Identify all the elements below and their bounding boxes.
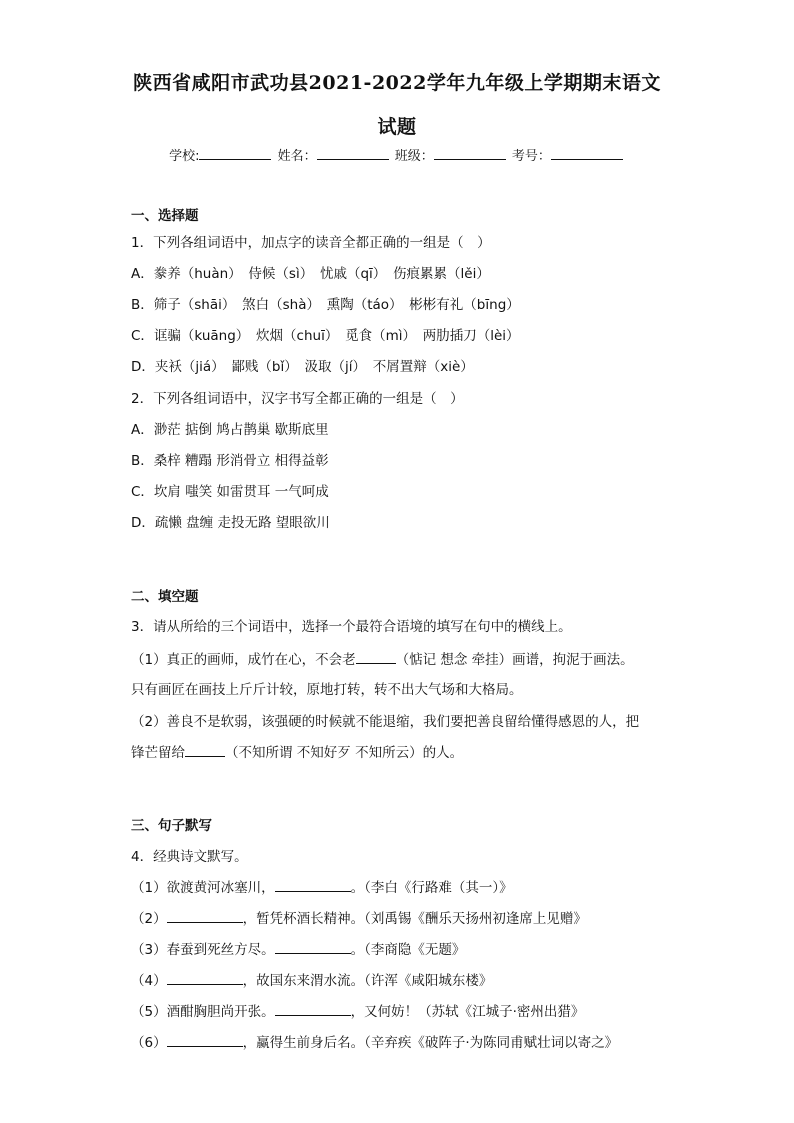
question-2-option-d: D．疏懒 盘缠 走投无路 望眼欲川	[131, 515, 330, 531]
school-blank[interactable]	[199, 147, 271, 160]
name-label: 姓名：	[277, 149, 317, 164]
dictation-3-after: 。（李商隐《无题》	[350, 942, 466, 958]
dictation-1-after: 。（李白《行路难（其一）》	[350, 880, 513, 896]
question-4-stem: 4．经典诗文默写。	[131, 849, 248, 865]
dictation-item	[131, 910, 587, 928]
dictation-2-after: ，暂凭杯酒长精神。（刘禹锡《酬乐天扬州初逢席上见赠》	[242, 911, 587, 927]
dictation-item	[131, 972, 492, 990]
section-heading-choice: 一、选择题	[131, 208, 199, 224]
dictation-3-before: （3）春蚕到死丝方尽。	[131, 942, 275, 958]
class-label: 班级：	[394, 149, 434, 164]
dictation-item	[131, 1034, 618, 1052]
dictation-1-before: （1）欲渡黄河冰塞川，	[131, 880, 275, 896]
dictation-4-before: （4）	[131, 973, 167, 989]
question-1-option-b: B．筛子（shāi） 煞白（shà） 熏陶（táo） 彬彬有礼（bīng）	[131, 297, 520, 313]
q3-p1-before: （1）真正的画师，成竹在心，不会老	[131, 652, 356, 668]
dictation-6-after: ，赢得生前身后名。（辛弃疾《破阵子·为陈同甫赋壮词以寄之》	[242, 1035, 619, 1051]
question-2-option-c: C．坎肩 嗤笑 如雷贯耳 一气呵成	[131, 484, 329, 500]
dictation-item	[131, 879, 513, 897]
question-1-stem: 1．下列各组词语中，加点字的读音全都正确的一组是（ ）	[131, 235, 491, 251]
dictation-item	[131, 1003, 584, 1021]
question-2-option-b: B．桑梓 糟蹋 形消骨立 相得益彰	[131, 453, 329, 469]
dictation-6-before: （6）	[131, 1035, 167, 1051]
dictation-4-after: ，故国东来渭水流。（许浑《咸阳城东楼》	[242, 973, 493, 989]
class-blank[interactable]	[434, 147, 506, 160]
name-blank[interactable]	[317, 147, 389, 160]
question-1-option-d: D．夹袄（jiá） 鄙贱（bǐ） 汲取（jí） 不屑置辩（xiè）	[131, 359, 474, 375]
dictation-4-blank[interactable]	[167, 972, 243, 985]
q3-p2-after: （不知所谓 不知好歹 不知所云）的人。	[225, 745, 464, 761]
dictation-5-before: （5）酒酣胸胆尚开张。	[131, 1004, 275, 1020]
question-2-stem: 2．下列各组词语中，汉字书写全都正确的一组是（ ）	[131, 391, 464, 407]
q3-p1-blank[interactable]	[356, 651, 396, 664]
question-3-part2: （2）善良不是软弱，该强硬的时候就不能退缩，我们要把善良留给懂得感恩的人，把	[131, 714, 640, 730]
question-1-option-a: A．豢养（huàn） 侍候（sì） 忧戚（qī） 伤痕累累（lěi）	[131, 266, 490, 282]
question-1-option-c: C．诓骗（kuāng） 炊烟（chuī） 觅食（mì） 两肋插刀（lèi）	[131, 328, 520, 344]
exam-no-blank[interactable]	[551, 147, 623, 160]
dictation-1-blank[interactable]	[275, 879, 351, 892]
document-title-line1: 陕西省咸阳市武功县2021-2022学年九年级上学期期末语文	[133, 72, 661, 94]
question-3-part1	[131, 651, 634, 669]
dictation-6-blank[interactable]	[167, 1034, 243, 1047]
dictation-2-before: （2）	[131, 911, 167, 927]
exam-no-label: 考号：	[511, 149, 551, 164]
section-heading-dictation: 三、句子默写	[131, 818, 212, 834]
dictation-2-blank[interactable]	[167, 910, 243, 923]
dictation-item	[131, 941, 465, 959]
question-3-part1-cont: 只有画匠在画技上斤斤计较，原地打转，转不出大气场和大格局。	[131, 682, 523, 698]
student-info-row	[0, 145, 794, 164]
question-3-stem: 3．请从所给的三个词语中，选择一个最符合语境的填写在句中的横线上。	[131, 619, 572, 635]
q3-p1-after: （惦记 想念 牵挂）画谱，拘泥于画法。	[395, 652, 634, 668]
dictation-3-blank[interactable]	[275, 941, 351, 954]
q3-p2-blank[interactable]	[185, 744, 225, 757]
dictation-5-after: ，又何妨！（苏轼《江城子·密州出猎》	[350, 1004, 585, 1020]
dictation-5-blank[interactable]	[275, 1003, 351, 1016]
document-title-line2: 试题	[377, 116, 417, 138]
question-2-option-a: A．渺茫 掂倒 鸠占鹊巢 歇斯底里	[131, 422, 329, 438]
question-3-part2-cont	[131, 744, 463, 762]
school-label: 学校:	[169, 149, 200, 164]
q3-p2-before: 锋芒留给	[131, 745, 185, 761]
section-heading-fill: 二、填空题	[131, 589, 199, 605]
